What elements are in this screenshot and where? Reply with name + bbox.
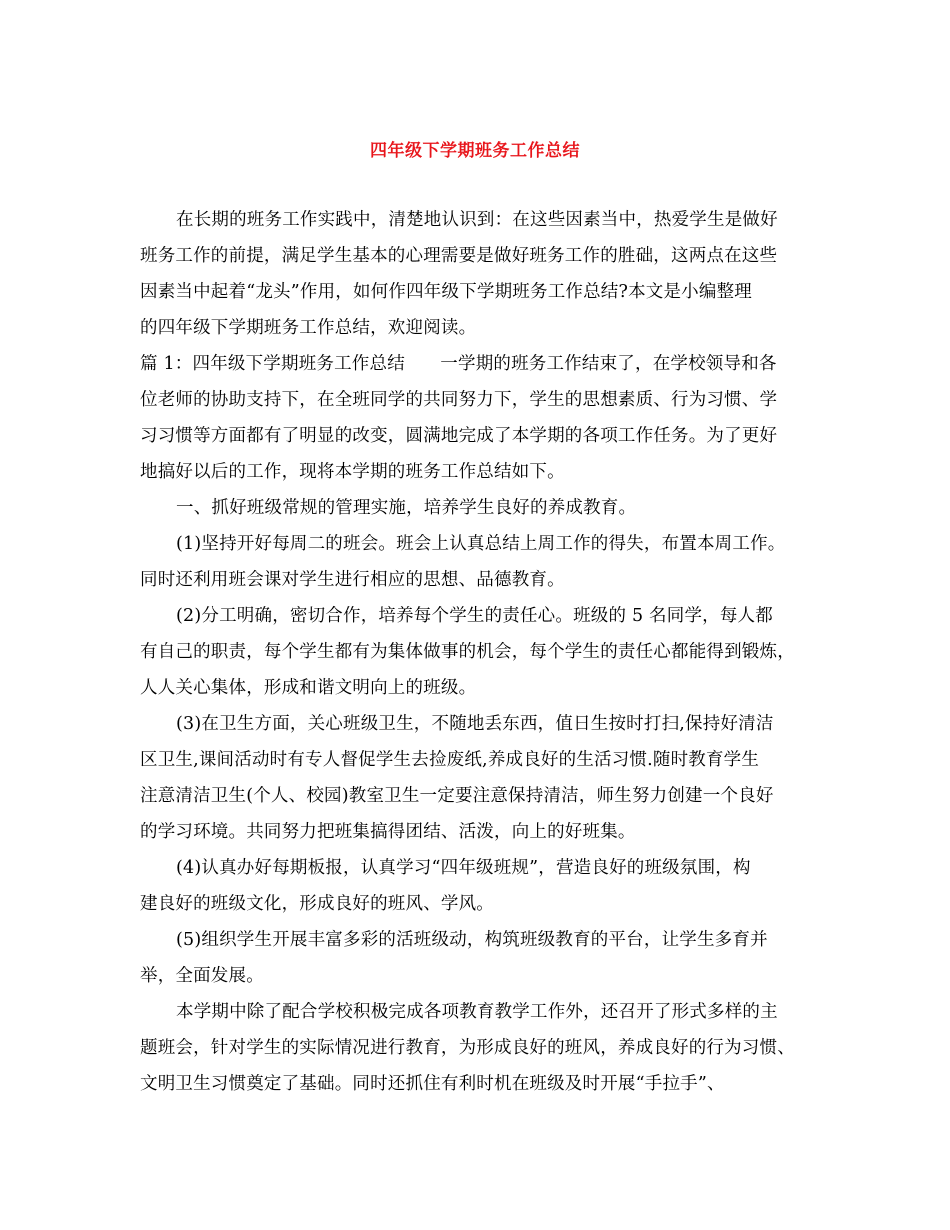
paragraph-line: 地搞好以后的工作，现将本学期的班务工作总结如下。 <box>140 462 565 482</box>
paragraph-line: (1)坚持开好每周二的班会。班会上认真总结上周工作的得失，布置本周工作。 <box>176 534 786 554</box>
paragraph-line: 在长期的班务工作实践中，清楚地认识到：在这些因素当中，热爱学生是做好 <box>176 210 778 230</box>
paragraph-line: 注意清洁卫生(个人、校园)教室卫生一定要注意保持清洁，师生努力创建一个良好 <box>140 786 774 806</box>
paragraph-line: (2)分工明确，密切合作，培养每个学生的责任心。班级的 5 名同学，每人都 <box>176 606 773 626</box>
paragraph-line: 人人关心集体，形成和谐文明向上的班级。 <box>140 678 477 698</box>
paragraph-line: 举，全面发展。 <box>140 966 264 986</box>
paragraph-line: 题班会，针对学生的实际情况进行教育，为形成良好的班风，养成良好的行为习惯、 <box>140 1038 795 1058</box>
paragraph-line: 同时还利用班会课对学生进行相应的思想、品德教育。 <box>140 570 565 590</box>
paragraph-line: 区卫生,课间活动时有专人督促学生去捡废纸,养成良好的生活习惯.随时教育学生 <box>140 750 760 770</box>
paragraph-line: (3)在卫生方面，关心班级卫生，不随地丢东西，值日生按时打扫,保持好清洁 <box>176 714 774 734</box>
paragraph-line: 文明卫生习惯奠定了基础。同时还抓住有利时机在班级及时开展“手拉手”、 <box>140 1074 725 1094</box>
paragraph-line: 本学期中除了配合学校积极完成各项教育教学工作外，还召开了形式多样的主 <box>176 1002 778 1022</box>
paragraph-line: 的学习环境。共同努力把班集搞得团结、活泼，向上的好班集。 <box>140 822 636 842</box>
paragraph-line: 位老师的协助支持下，在全班同学的共同努力下，学生的思想素质、行为习惯、学 <box>140 390 778 410</box>
paragraph-line: 习习惯等方面都有了明显的改变，圆满地完成了本学期的各项工作任务。为了更好 <box>140 426 778 446</box>
document-title: 四年级下学期班务工作总结 <box>370 141 580 161</box>
paragraph-line: (4)认真办好每期板报，认真学习“四年级班规”，营造良好的班级氛围，构 <box>176 858 751 878</box>
paragraph-line: (5)组织学生开展丰富多彩的活班级动，构筑班级教育的平台，让学生多育并 <box>176 930 768 950</box>
paragraph-line: 建良好的班级文化，形成良好的班风、学风。 <box>140 894 494 914</box>
paragraph-line: 篇 1：四年级下学期班务工作总结 一学期的班务工作结束了，在学校领导和各 <box>140 354 777 374</box>
paragraph-line: 有自己的职责，每个学生都有为集体做事的机会，每个学生的责任心都能得到锻炼， <box>140 642 795 662</box>
paragraph-line: 班务工作的前提，满足学生基本的心理需要是做好班务工作的胜础，这两点在这些 <box>140 246 778 266</box>
section-heading: 一、抓好班级常规的管理实施，培养学生良好的养成教育。 <box>176 498 637 518</box>
paragraph-line: 因素当中起着“龙头”作用，如何作四年级下学期班务工作总结?本文是小编整理 <box>140 282 752 302</box>
paragraph-line: 的四年级下学期班务工作总结，欢迎阅读。 <box>140 318 477 338</box>
